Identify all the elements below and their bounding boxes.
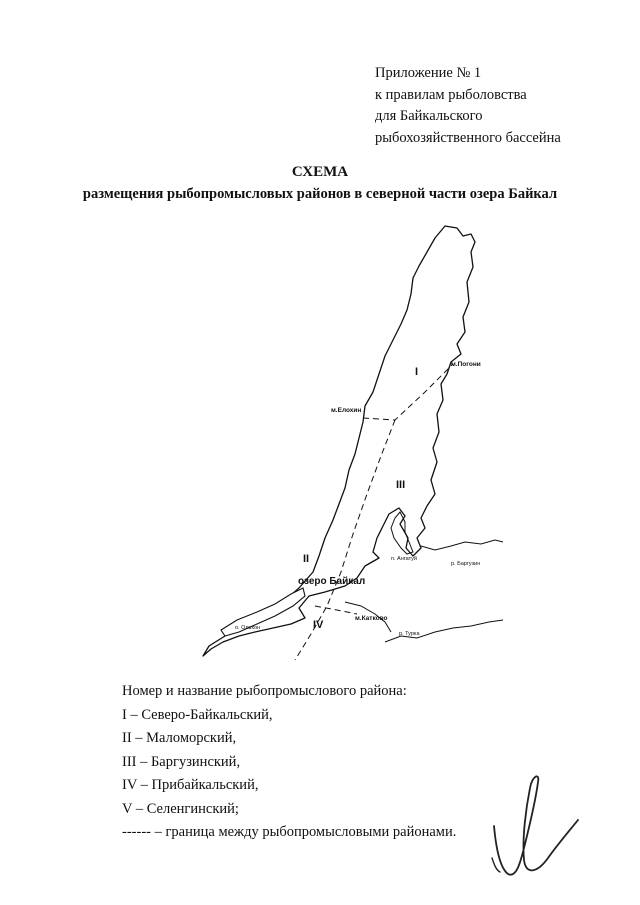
document-title: СХЕМА [291,164,349,180]
boundary-iv [315,606,357,614]
region-label-iii: III [396,479,406,491]
region-label-iv: IV [313,619,324,631]
appendix-line-1: Приложение № 1 [375,65,482,81]
place-label-katkovo: м.Катково [355,615,388,622]
appendix-line-2: к правилам рыболовства [375,86,527,103]
lake-name-label: озеро Байкал [298,576,366,587]
place-label-pogoni: м.Погони [451,361,481,368]
baikal-north-map [195,222,505,667]
legend-item-2: II – Маломорский, [122,730,237,746]
appendix-line-4: рыбохозяйственного бассейна [375,129,561,146]
lake-shoreline [203,226,475,656]
region-label-ii: II [303,553,310,565]
legend-heading: Номер и название рыбопромыслового района: [122,683,407,699]
appendix-line-3: для Байкальского [375,108,483,124]
place-label-olkhon: о. Ольхон [235,625,261,631]
legend-item-1: I – Северо-Байкальский, [122,706,273,723]
document-subtitle: размещения рыбопромысловых районов в северной части озера Байкал [82,186,558,202]
place-label-elokhin: м.Елохин [331,407,362,414]
place-label-barguzin: р. Баргузин [451,561,481,567]
handwritten-signature [486,768,596,888]
legend-item-5: V – Селенгинский; [122,800,239,817]
region-label-i: I [415,366,419,378]
place-label-arangatuy: п. Ангатуй [391,556,417,562]
legend-item-4: IV – Прибайкальский, [122,777,259,793]
place-label-turka: р. Турка [399,631,420,637]
appendix-header [375,63,561,149]
legend-item-6: ------ – граница между рыбопромысловыми районами. [122,824,457,840]
barguzin-river [421,540,503,550]
legend [122,680,456,845]
legend-item-3: III – Баргузинский, [122,753,241,770]
